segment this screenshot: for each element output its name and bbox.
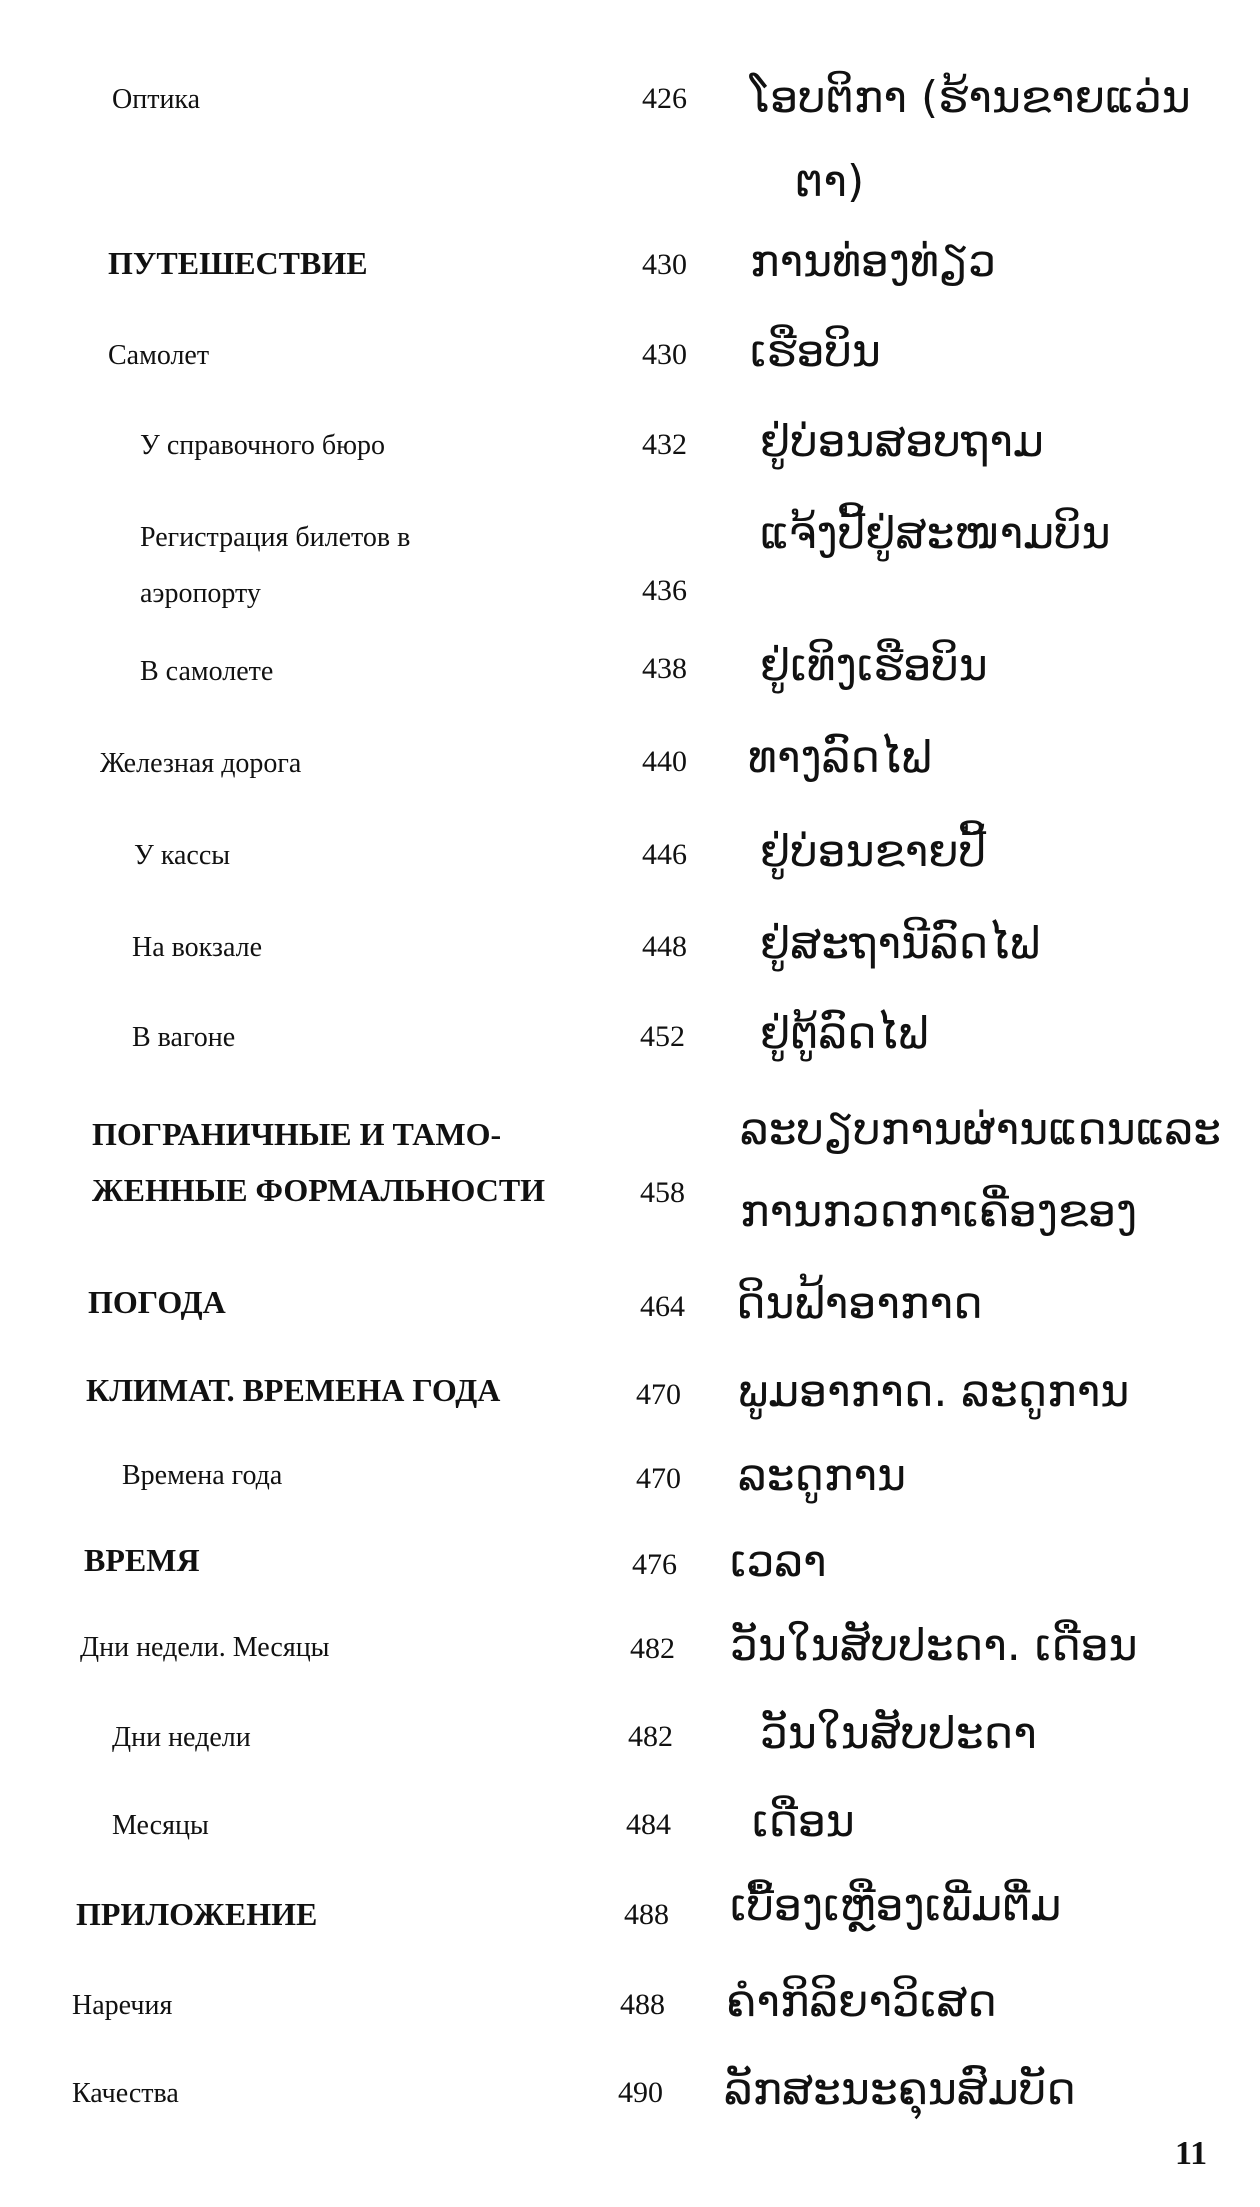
toc-title-ru: В вагоне [132, 1022, 236, 1053]
toc-page: 430 [642, 338, 687, 371]
toc-title-ru: У справочного бюро [140, 430, 385, 461]
toc-page: 482 [630, 1632, 675, 1665]
toc-title-ru: аэропорту [140, 578, 261, 609]
toc-page: 446 [642, 838, 687, 871]
toc-title-lao: ເບື້ອງເຫຼືອງເພີ່ມຕື່ມ [730, 1880, 1062, 1931]
toc-title-lao: ລະບຽບການຜ່ານແດນແລະ [740, 1104, 1221, 1155]
toc-title-ru: Времена года [122, 1460, 283, 1491]
toc-title-lao: ໂອບຕິກາ (ຮ້ານຂາຍແວ່ນ [750, 72, 1191, 123]
toc-title-ru: Регистрация билетов в [140, 522, 411, 553]
toc-page: 430 [642, 248, 687, 281]
toc-section-ru: ПОГОДА [88, 1284, 226, 1320]
toc-page: 438 [642, 652, 687, 685]
toc-page: 448 [642, 930, 687, 963]
toc-page: 452 [640, 1020, 685, 1053]
toc-title-lao: ຢູ່ບ່ອນສອບຖາມ [760, 416, 1044, 467]
toc-page: 470 [636, 1462, 681, 1495]
toc-title-lao: ຢູ່ຕູ້ລົດໄຟ [760, 1008, 929, 1059]
toc-section-ru: ПРИЛОЖЕНИЕ [76, 1896, 318, 1932]
toc-page: 458 [640, 1176, 685, 1209]
toc-title-lao: ຕາ) [795, 156, 865, 207]
toc-title-ru: Наречия [72, 1990, 173, 2021]
toc-page: 440 [642, 745, 687, 778]
toc-title-lao: ການທ່ອງທ່ຽວ [750, 236, 996, 287]
toc-title-lao: ວັນໃນສັບປະດາ [760, 1708, 1037, 1759]
toc-page: 484 [626, 1808, 671, 1841]
toc-title-lao: ທາງລົດໄຟ [748, 732, 932, 783]
toc-page: 436 [642, 574, 687, 607]
toc-title-ru: У кассы [134, 840, 231, 871]
toc-title-lao: ແຈ້ງປີ້ຢູ່ສະໜາມບິນ [760, 508, 1111, 559]
toc-title-lao: ຄຳກິລິຍາວິເສດ [726, 1976, 997, 2027]
toc-page: 426 [642, 82, 687, 115]
toc-page: 488 [624, 1898, 669, 1931]
toc-page: 432 [642, 428, 687, 461]
toc-title-ru: Оптика [112, 84, 201, 115]
toc-title-ru: Месяцы [112, 1810, 209, 1841]
toc-title-lao: ພູມອາກາດ. ລະດູການ [738, 1366, 1130, 1417]
toc-page: 482 [628, 1720, 673, 1753]
toc-title-ru: Дни недели [112, 1722, 251, 1753]
toc-title-lao: ເດືອນ [752, 1796, 855, 1847]
toc-title-lao: ລະດູການ [738, 1450, 907, 1501]
toc-title-lao: ການກວດກາເຄື່ອງຂອງ [740, 1186, 1138, 1237]
toc-title-lao: ຢູ່ສະຖານີລົດໄຟ [760, 918, 1040, 969]
toc-page: 464 [640, 1290, 685, 1323]
toc-title-lao: ວັນໃນສັບປະດາ. ເດືອນ [730, 1620, 1138, 1671]
toc-title-ru: Дни недели. Месяцы [80, 1632, 330, 1663]
toc-page: 488 [620, 1988, 665, 2021]
toc-title-ru: На вокзале [132, 932, 263, 963]
toc-page: 476 [632, 1548, 677, 1581]
toc-page: 470 [636, 1378, 681, 1411]
toc-section-ru: КЛИМАТ. ВРЕМЕНА ГОДА [86, 1372, 501, 1408]
page-number: 11 [1175, 2135, 1208, 2172]
toc-section-ru: ЖЕННЫЕ ФОРМАЛЬНОСТИ [92, 1172, 546, 1208]
toc-title-lao: ເຮືອບິນ [750, 326, 881, 377]
toc-title-lao: ລັກສະນະຄຸນສົມບັດ [724, 2064, 1076, 2115]
toc-page: 490 [618, 2076, 663, 2109]
toc-title-ru: В самолете [140, 656, 274, 687]
toc-title-lao: ຢູ່ບ່ອນຂາຍປີ້ [760, 826, 987, 877]
toc-title-lao: ຢູ່ເທິງເຮືອບິນ [760, 640, 988, 691]
toc-title-ru: Качества [72, 2078, 179, 2109]
toc-section-ru: ПОГРАНИЧНЫЕ И ТАМО- [92, 1116, 502, 1152]
toc-section-ru: ВРЕМЯ [84, 1542, 200, 1578]
toc-title-ru: Самолет [108, 340, 210, 371]
toc-title-lao: ດິນຟ້າອາກາດ [736, 1278, 983, 1329]
toc-title-ru: Железная дорога [100, 748, 302, 779]
toc-title-lao: ເວລາ [730, 1536, 827, 1587]
toc-section-ru: ПУТЕШЕСТВИЕ [108, 245, 368, 281]
